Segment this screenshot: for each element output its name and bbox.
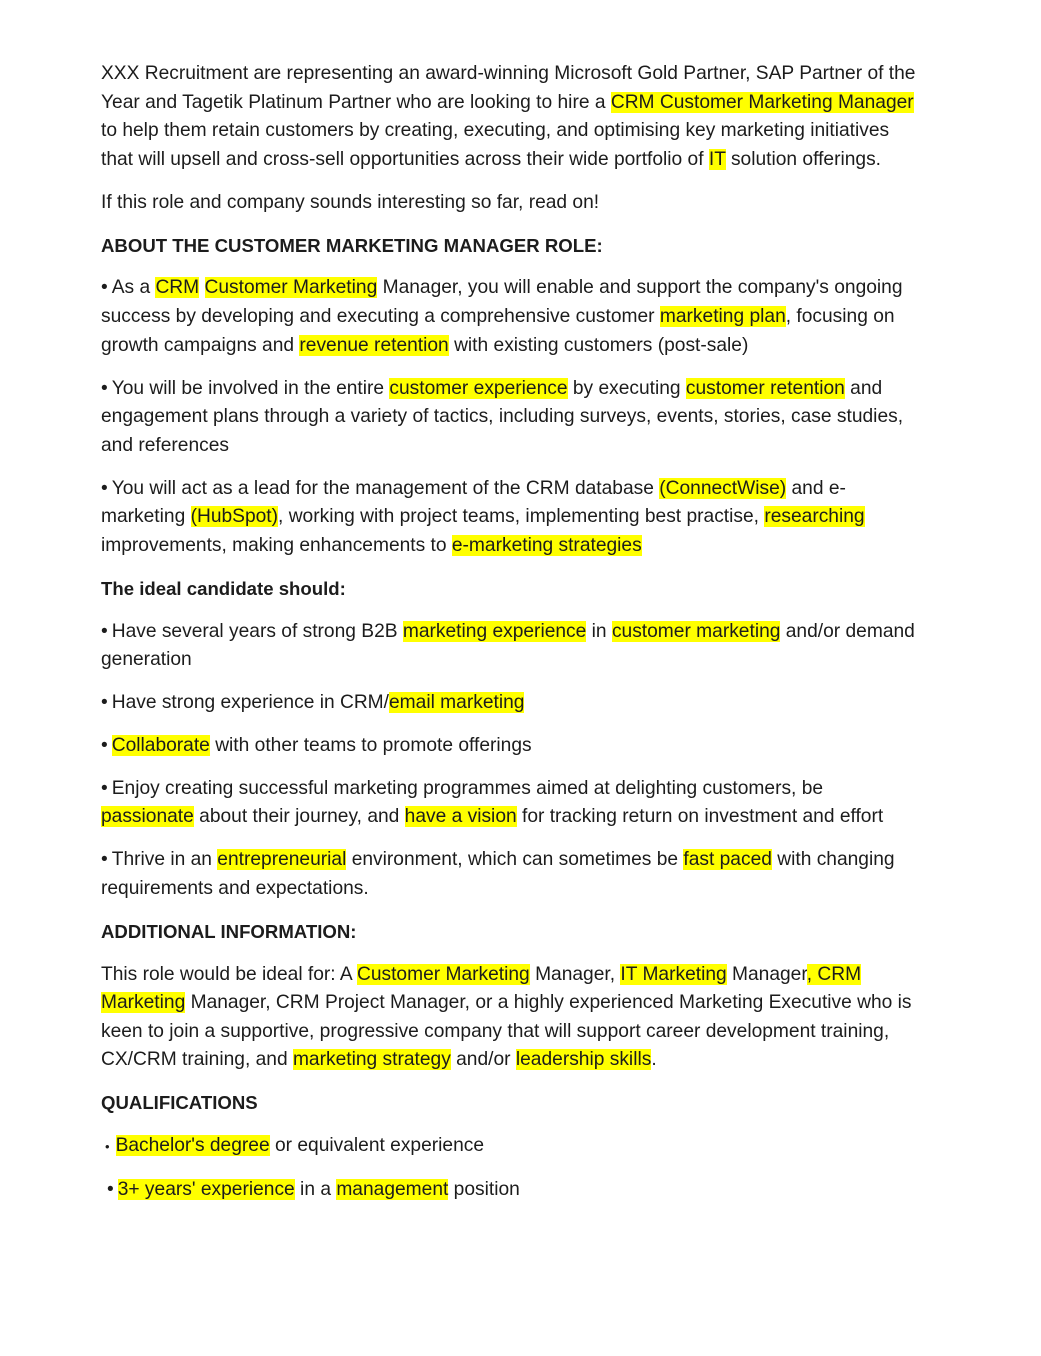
highlighted-keyword: IT <box>708 148 726 170</box>
highlighted-keyword: fast paced <box>683 849 772 871</box>
text-run: QUALIFICATIONS <box>101 1092 258 1114</box>
highlighted-keyword: marketing plan <box>659 306 786 328</box>
highlighted-keyword: marketing experience <box>402 620 587 642</box>
text-run: Manager <box>726 963 807 985</box>
section-heading <box>101 918 921 947</box>
text-run: You will act as a lead for the management of the CRM database <box>111 477 660 499</box>
text-run: Manager, CRM Project Manager, or a highly experienced Marketing Executive who is keen to join a supportive, progressive company that will support career development training, CX/CRM training, and <box>101 992 912 1071</box>
highlighted-keyword: management <box>336 1179 449 1201</box>
text-run: improvements, making enhancements to <box>101 534 452 556</box>
text-run: ABOUT THE CUSTOMER MARKETING MANAGER ROLE: <box>101 234 603 256</box>
highlighted-keyword: email marketing <box>389 692 525 714</box>
highlighted-keyword: e-marketing strategies <box>451 534 642 556</box>
text-run: You will be involved in the entire <box>111 377 390 399</box>
text-run: Thrive in an <box>111 849 218 871</box>
paragraph <box>101 189 921 218</box>
highlighted-keyword: revenue retention <box>299 334 449 356</box>
section-heading <box>101 232 921 261</box>
highlighted-keyword: have a vision <box>404 806 517 828</box>
bullet-glyph: • <box>101 849 108 871</box>
highlighted-keyword: , CRM Marketing <box>101 963 862 1014</box>
bullet-item <box>101 732 921 761</box>
highlighted-keyword: (ConnectWise) <box>659 477 787 499</box>
text-run: , working with project teams, implementing best practise, <box>278 506 765 528</box>
text-run: ADDITIONAL INFORMATION: <box>101 920 357 942</box>
highlighted-keyword: Customer Marketing <box>356 963 530 985</box>
section-heading <box>101 1089 921 1118</box>
text-run: with changing requirements and expectations. <box>101 849 895 899</box>
bullet-item <box>101 618 921 675</box>
text-run <box>199 277 204 298</box>
text-run: with existing customers (post-sale) <box>448 334 749 356</box>
highlighted-keyword: entrepreneurial <box>217 849 347 871</box>
text-run: This role would be ideal for: A <box>101 963 357 985</box>
bullet-item <box>101 475 921 561</box>
text-run: and/or <box>450 1049 516 1071</box>
paragraph <box>101 60 921 174</box>
text-run: Have strong experience in CRM/ <box>111 692 389 714</box>
text-run: and e-marketing <box>101 477 846 528</box>
text-run: Manager, you will enable and support the company's ongoing success by developing and executing a comprehensive customer <box>101 277 903 328</box>
text-run: solution offerings. <box>725 148 881 170</box>
text-run: If this role and company sounds interesting so far, read on! <box>101 191 600 213</box>
bullet-item <box>101 1132 921 1162</box>
text-run: by executing <box>567 377 686 399</box>
bullet-glyph: • <box>101 692 108 714</box>
text-run: XXX Recruitment are representing an award-winning Microsoft Gold Partner, SAP Partner of the Year and Tagetik Platinum Partner who are looking to hire a <box>101 63 916 113</box>
bullet-glyph: • <box>101 277 108 299</box>
text-run: Enjoy creating successful marketing programmes aimed at delighting customers, be <box>111 777 824 799</box>
paragraph <box>101 961 921 1075</box>
highlighted-keyword: Collaborate <box>111 734 210 756</box>
highlighted-keyword: marketing strategy <box>292 1049 451 1071</box>
text-run: The ideal candidate should: <box>101 577 346 599</box>
text-run: for tracking return on investment and effort <box>516 806 884 828</box>
text-run: about their journey, and <box>193 806 405 828</box>
text-run: and/or demand generation <box>101 620 915 671</box>
text-run: in a <box>294 1179 337 1201</box>
bullet-glyph: • <box>101 777 108 799</box>
bullet-item <box>101 375 921 461</box>
bullet-item <box>101 689 921 718</box>
bullet-glyph: • <box>101 620 108 642</box>
highlighted-keyword: CRM <box>155 277 200 299</box>
text-run: environment, which can sometimes be <box>346 849 684 871</box>
highlighted-keyword: customer experience <box>389 377 568 399</box>
highlighted-keyword: customer retention <box>685 377 845 399</box>
text-run: with other teams to promote offerings <box>209 734 532 756</box>
text-run: As a <box>111 277 156 299</box>
bullet-item <box>101 846 921 903</box>
section-heading <box>101 575 921 604</box>
bullet-glyph: • <box>105 1139 110 1155</box>
bullet-item <box>101 1176 921 1205</box>
highlighted-keyword: Bachelor's degree <box>115 1135 270 1157</box>
text-run: . <box>651 1049 657 1071</box>
text-run: to help them retain customers by creating, executing, and optimising key marketing initiatives that will upsell and cross-sell opportunities across their wide portfolio of <box>101 120 890 170</box>
text-run: Manager, <box>529 963 621 985</box>
bullet-glyph: • <box>101 477 108 499</box>
bullet-glyph: • <box>101 377 108 399</box>
bullet-glyph: • <box>101 734 108 756</box>
highlighted-keyword: CRM Customer Marketing Manager <box>610 91 914 113</box>
text-run: , focusing on growth campaigns and <box>101 306 895 356</box>
bullet-item <box>101 775 921 832</box>
highlighted-keyword: leadership skills <box>515 1049 652 1071</box>
highlighted-keyword: Customer Marketing <box>204 277 378 299</box>
highlighted-keyword: 3+ years' experience <box>117 1179 295 1201</box>
text-run: and engagement plans through a variety of tactics, including surveys, events, stories, case studies, and references <box>101 377 904 456</box>
highlighted-keyword: (HubSpot) <box>190 506 279 528</box>
text-run: in <box>586 620 612 642</box>
text-run: Have several years of strong B2B <box>111 620 403 642</box>
bullet-glyph: • <box>107 1179 114 1201</box>
highlighted-keyword: researching <box>764 506 865 528</box>
text-run: or equivalent experience <box>269 1135 485 1157</box>
bullet-item <box>101 274 921 360</box>
highlighted-keyword: customer marketing <box>611 620 781 642</box>
highlighted-keyword: passionate <box>101 806 194 828</box>
highlighted-keyword: IT Marketing <box>620 963 727 985</box>
text-run: position <box>448 1179 520 1201</box>
